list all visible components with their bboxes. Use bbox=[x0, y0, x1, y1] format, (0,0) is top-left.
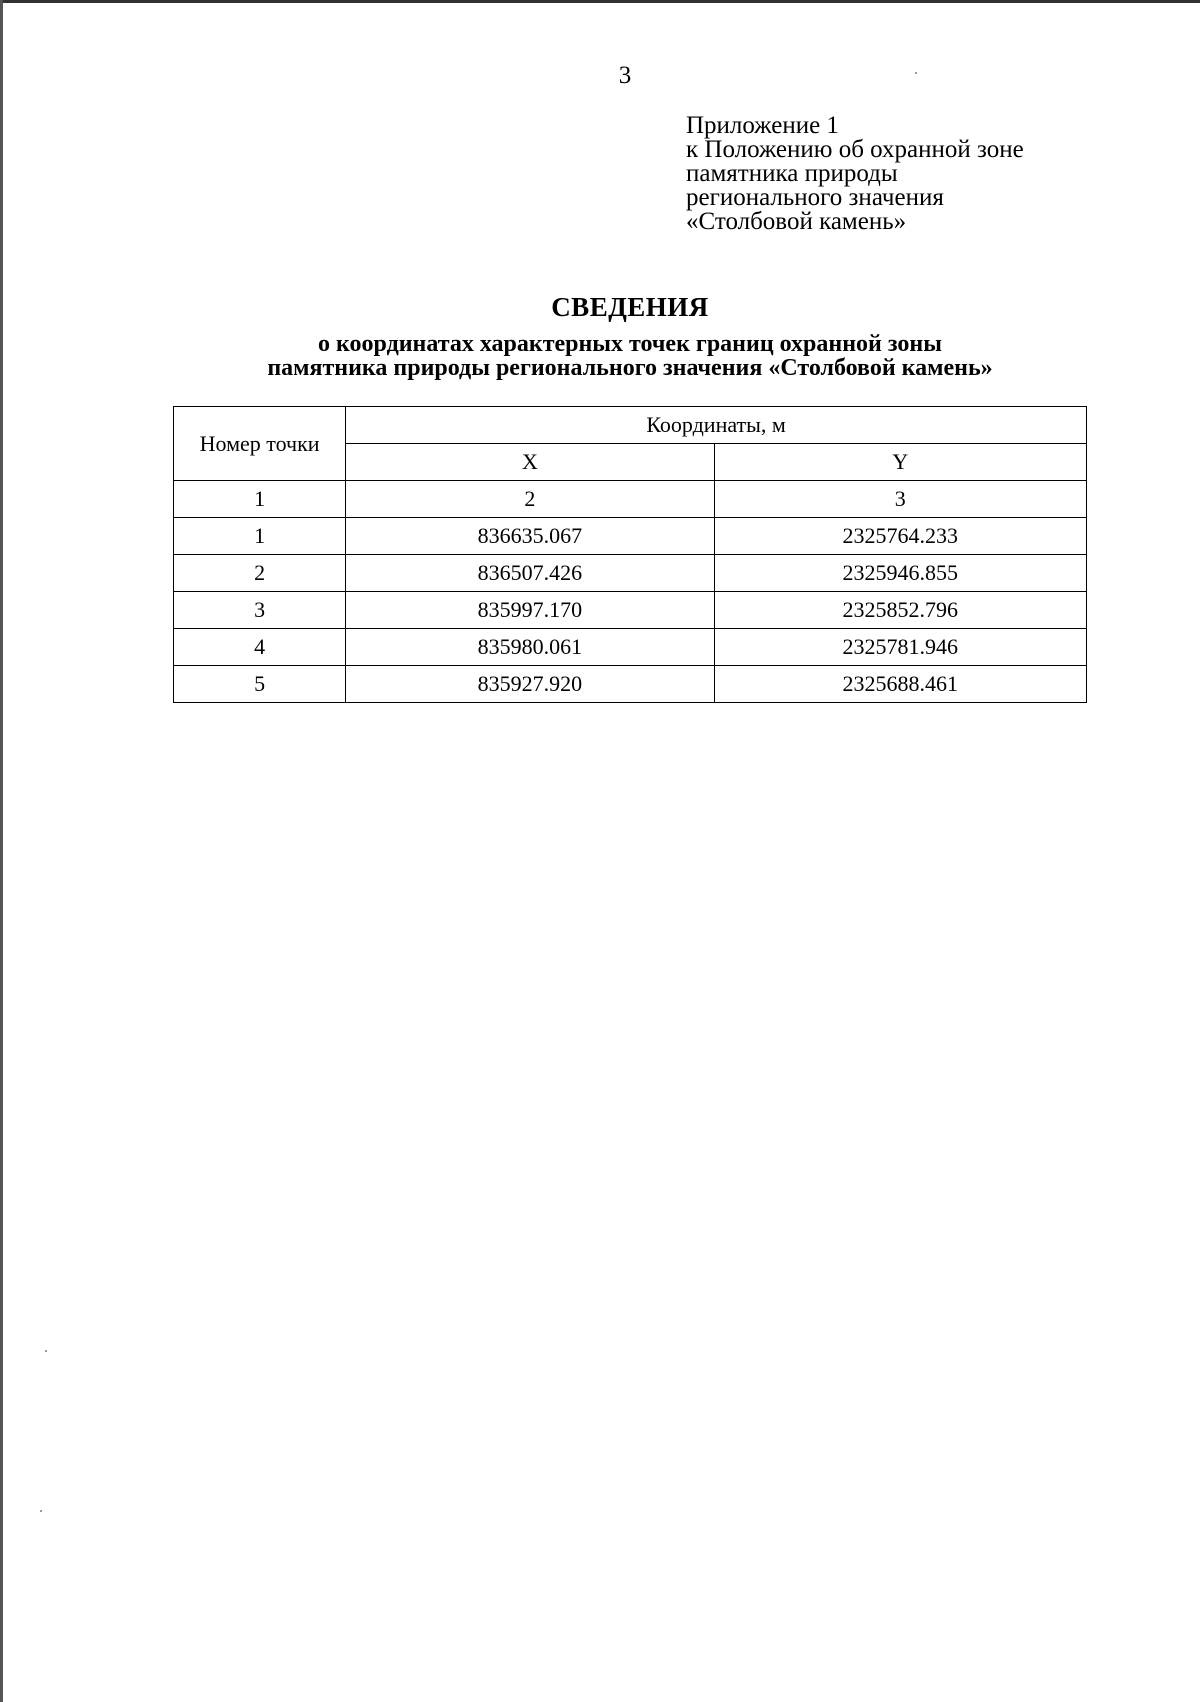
x-coordinate-cell: 835927.920 bbox=[346, 666, 714, 703]
coordinates-table bbox=[173, 406, 1087, 703]
column-number-cell: 1 bbox=[174, 481, 346, 518]
point-number-cell: 4 bbox=[174, 629, 346, 666]
point-number-cell: 1 bbox=[174, 518, 346, 555]
header-coordinates: Координаты, м bbox=[346, 407, 1087, 444]
y-coordinate-cell: 2325781.946 bbox=[714, 629, 1086, 666]
document-title: СВЕДЕНИЯ bbox=[551, 292, 709, 322]
appendix-line: регионального значения bbox=[686, 184, 944, 211]
table-row bbox=[174, 666, 1087, 703]
header-x: X bbox=[346, 444, 714, 481]
subtitle-line: памятника природы регионального значения «Столбовой камень» bbox=[267, 355, 993, 381]
header-point-number: Номер точки bbox=[174, 407, 346, 481]
scan-edge-top bbox=[0, 0, 1200, 3]
y-coordinate-cell: 2325764.233 bbox=[714, 518, 1086, 555]
y-coordinate-cell: 2325946.855 bbox=[714, 555, 1086, 592]
x-coordinate-cell: 835980.061 bbox=[346, 629, 714, 666]
appendix-heading bbox=[686, 114, 1024, 234]
x-coordinate-cell: 836507.426 bbox=[346, 555, 714, 592]
appendix-line: памятника природы bbox=[686, 160, 898, 187]
point-number-cell: 3 bbox=[174, 592, 346, 629]
table-row bbox=[174, 629, 1087, 666]
column-number-row bbox=[174, 481, 1087, 518]
column-number-cell: 2 bbox=[346, 481, 714, 518]
table-row bbox=[174, 518, 1087, 555]
scan-speck bbox=[915, 72, 917, 74]
appendix-line: Приложение 1 bbox=[686, 112, 839, 139]
y-coordinate-cell: 2325688.461 bbox=[714, 666, 1086, 703]
point-number-cell: 2 bbox=[174, 555, 346, 592]
page-number: 3 bbox=[618, 62, 632, 89]
header-y: Y bbox=[714, 444, 1086, 481]
subtitle-line: о координатах характерных точек границ охранной зоны bbox=[318, 331, 942, 357]
table-header-row bbox=[174, 407, 1087, 444]
table-row bbox=[174, 555, 1087, 592]
point-number-cell: 5 bbox=[174, 666, 346, 703]
appendix-line: к Положению об охранной зоне bbox=[686, 136, 1024, 163]
scan-speck bbox=[40, 1510, 42, 1512]
x-coordinate-cell: 836635.067 bbox=[346, 518, 714, 555]
column-number-cell: 3 bbox=[714, 481, 1086, 518]
y-coordinate-cell: 2325852.796 bbox=[714, 592, 1086, 629]
document-subtitle bbox=[170, 332, 1090, 380]
appendix-line: «Столбовой камень» bbox=[686, 208, 907, 235]
table-row bbox=[174, 592, 1087, 629]
x-coordinate-cell: 835997.170 bbox=[346, 592, 714, 629]
scan-edge-left bbox=[0, 0, 3, 1702]
scan-speck bbox=[45, 1350, 47, 1352]
